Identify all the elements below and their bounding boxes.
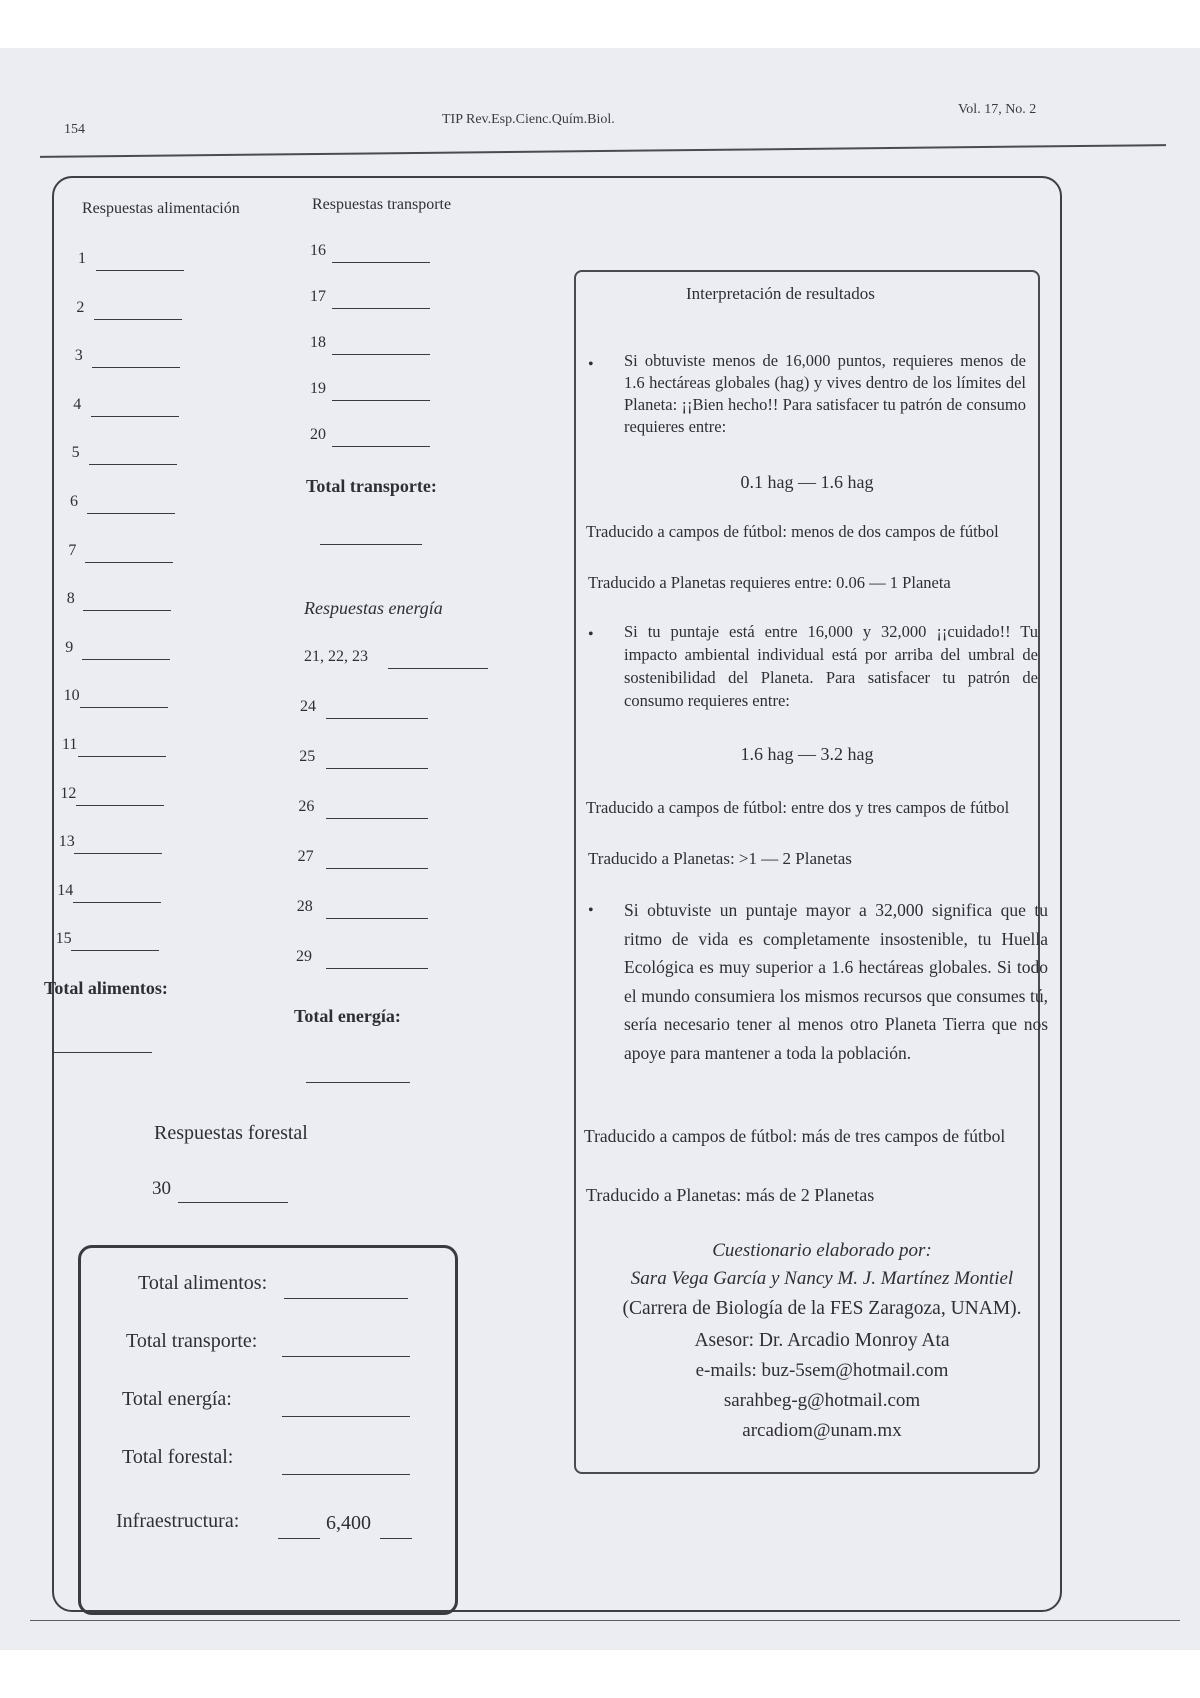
transporte-heading: Respuestas transporte <box>312 196 452 213</box>
total-energia-label: Total energía: <box>294 1006 401 1026</box>
email-1: e-mails: buz-5sem@hotmail.com <box>695 1360 949 1381</box>
planetas-1: Traducido a Planetas requieres entre: 0.06 — 1 Planeta <box>588 573 951 592</box>
alimentacion-item-blank[interactable] <box>76 805 164 806</box>
alimentacion-heading: Respuestas alimentación <box>82 200 240 217</box>
energia-item-number: 28 <box>296 898 313 915</box>
forestal-item-blank[interactable] <box>178 1202 288 1203</box>
totals-energia-blank[interactable] <box>282 1416 410 1417</box>
totals-alimentos-label: Total alimentos: <box>138 1272 268 1294</box>
authors: Sara Vega García y Nancy M. J. Martínez Montiel <box>630 1268 1014 1289</box>
transporte-item-number: 20 <box>310 426 326 443</box>
energia-item-number: 27 <box>297 848 314 865</box>
page-number: 154 <box>64 122 85 137</box>
forestal-heading: Respuestas forestal <box>154 1122 308 1144</box>
range-1: 0.1 hag — 1.6 hag <box>740 472 874 492</box>
totals-forestal-label: Total forestal: <box>122 1446 234 1468</box>
alimentacion-item-blank[interactable] <box>94 319 182 320</box>
alimentacion-item-blank[interactable] <box>83 610 171 611</box>
futbol-3: Traducido a campos de fútbol: más de tres campos de fútbol <box>584 1126 1006 1146</box>
journal-title: TIP Rev.Esp.Cienc.Quím.Biol. <box>442 112 615 127</box>
affiliation: (Carrera de Biología de la FES Zaragoza, UNAM). <box>622 1298 1022 1319</box>
alimentacion-item-number: 3 <box>74 347 83 365</box>
energia-item-number: 25 <box>299 748 316 765</box>
infraestructura-blank-right <box>380 1538 412 1539</box>
transporte-item-number: 17 <box>310 288 326 305</box>
planetas-3: Traducido a Planetas: más de 2 Planetas <box>586 1185 875 1205</box>
email-3: arcadiom@unam.mx <box>742 1420 902 1441</box>
advisor: Asesor: Dr. Arcadio Monroy Ata <box>694 1330 950 1351</box>
range-2: 1.6 hag — 3.2 hag <box>740 744 874 764</box>
alimentacion-item-blank[interactable] <box>87 513 175 514</box>
energia-item-number: 21, 22, 23 <box>304 648 368 665</box>
alimentacion-item-blank[interactable] <box>92 367 180 368</box>
transporte-item-number: 18 <box>310 334 326 351</box>
alimentacion-item-number: 9 <box>65 638 74 656</box>
bullet-1-marker: • <box>588 356 594 373</box>
alimentacion-item-number: 13 <box>58 833 75 851</box>
transporte-item-blank[interactable] <box>332 308 430 309</box>
infraestructura-value: 6,400 <box>326 1512 371 1534</box>
transporte-item-number: 16 <box>310 242 326 259</box>
interpretation-title: Interpretación de resultados <box>686 284 875 303</box>
energia-item-blank[interactable] <box>326 868 428 869</box>
infraestructura-label: Infraestructura: <box>116 1510 240 1532</box>
alimentacion-item-blank[interactable] <box>89 464 177 465</box>
alimentacion-item-number: 2 <box>76 298 85 316</box>
alimentacion-item-blank[interactable] <box>78 756 166 757</box>
energia-item-blank[interactable] <box>326 968 428 969</box>
totals-transporte-blank[interactable] <box>282 1356 410 1357</box>
total-transporte-blank[interactable] <box>320 544 422 545</box>
bottom-rule <box>30 1620 1180 1621</box>
alimentacion-item-blank[interactable] <box>80 707 168 708</box>
alimentacion-item-number: 12 <box>60 784 77 802</box>
totals-box <box>78 1245 458 1615</box>
alimentacion-item-number: 11 <box>62 736 78 753</box>
forestal-item-number: 30 <box>152 1178 171 1199</box>
totals-transporte-label: Total transporte: <box>126 1330 258 1352</box>
energia-heading: Respuestas energía <box>304 598 443 618</box>
alimentacion-item-number: 1 <box>78 250 86 267</box>
alimentacion-item-blank[interactable] <box>82 659 170 660</box>
totals-forestal-blank[interactable] <box>282 1474 410 1475</box>
alimentacion-item-number: 8 <box>66 590 75 608</box>
infraestructura-blank-left <box>278 1538 320 1539</box>
interpretation-bullet-3: Si obtuviste un puntaje mayor a 32,000 significa que tu ritmo de vida es completamente insostenible, tu Huella Ecológica es muy superior a 1.6 hectáreas globales. Si todo el mundo consumiera los mismos recursos que consumes tú, sería necesario tener al menos otro Planeta Tierra que nos apoye para mantener a toda la población. <box>624 900 1048 1063</box>
interpretation-bullet-2: Si tu puntaje está entre 16,000 y 32,000 ¡¡cuidado!! Tu impacto ambiental individual está por arriba del umbral de sostenibilidad del Planeta. Para satisfacer tu patrón de consumo requieres entre: <box>624 622 1038 710</box>
volume-issue: Vol. 17, No. 2 <box>958 102 1037 117</box>
energia-item-number: 29 <box>296 948 312 965</box>
alimentacion-item-blank[interactable] <box>71 950 159 951</box>
alimentacion-item-number: 4 <box>73 395 82 413</box>
planetas-2: Traducido a Planetas: >1 — 2 Planetas <box>588 849 852 868</box>
transporte-item-blank[interactable] <box>332 262 430 263</box>
total-transporte-label: Total transporte: <box>306 476 437 496</box>
interpretation-box <box>574 270 1040 1474</box>
energia-item-blank[interactable] <box>326 718 428 719</box>
energia-item-blank[interactable] <box>388 668 488 669</box>
transporte-item-blank[interactable] <box>332 354 430 355</box>
bullet-2-marker: • <box>588 626 594 643</box>
total-alimentos-blank[interactable] <box>52 1052 152 1053</box>
alimentacion-item-number: 5 <box>71 444 80 462</box>
total-energia-blank[interactable] <box>306 1082 410 1083</box>
totals-energia-label: Total energía: <box>122 1388 232 1410</box>
totals-alimentos-blank[interactable] <box>284 1298 408 1299</box>
alimentacion-item-blank[interactable] <box>74 853 162 854</box>
alimentacion-item-number: 6 <box>70 493 78 510</box>
energia-item-number: 26 <box>298 798 315 815</box>
transporte-item-number: 19 <box>310 380 326 397</box>
bullet-3-marker: • <box>588 902 594 919</box>
credit-heading: Cuestionario elaborado por: <box>712 1240 932 1261</box>
interpretation-bullet-1: Si obtuviste menos de 16,000 puntos, requieres menos de 1.6 hectáreas globales (hag) y vives dentro de los límites del Planeta: ¡¡Bien hecho!! Para satisfacer tu patrón de consumo requieres entre: <box>624 351 1026 436</box>
alimentacion-item-blank[interactable] <box>96 270 184 271</box>
energia-item-blank[interactable] <box>326 818 428 819</box>
futbol-1: Traducido a campos de fútbol: menos de dos campos de fútbol <box>586 522 999 541</box>
total-alimentos-label: Total alimentos: <box>44 978 168 998</box>
alimentacion-item-blank[interactable] <box>73 902 161 903</box>
email-2: sarahbeg-g@hotmail.com <box>723 1390 921 1411</box>
alimentacion-item-number: 10 <box>63 687 80 705</box>
alimentacion-item-number: 7 <box>68 541 77 559</box>
alimentacion-item-blank[interactable] <box>91 416 179 417</box>
futbol-2: Traducido a campos de fútbol: entre dos y tres campos de fútbol <box>586 798 1010 817</box>
energia-item-blank[interactable] <box>326 918 428 919</box>
alimentacion-item-number: 14 <box>57 881 74 899</box>
energia-item-blank[interactable] <box>326 768 428 769</box>
transporte-item-blank[interactable] <box>332 446 430 447</box>
transporte-item-blank[interactable] <box>332 400 430 401</box>
energia-item-number: 24 <box>300 698 316 715</box>
alimentacion-item-blank[interactable] <box>85 562 173 563</box>
alimentacion-item-number: 15 <box>55 930 72 948</box>
